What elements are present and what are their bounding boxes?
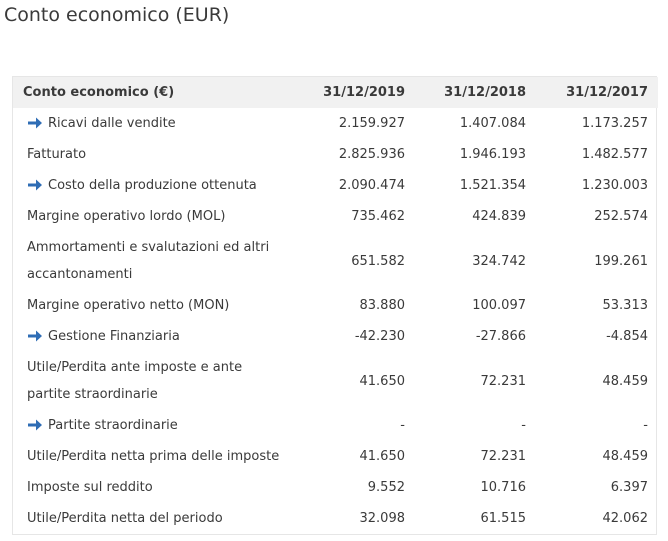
header-year: 31/12/2018 xyxy=(444,85,526,100)
row-label: Margine operativo lordo (MOL) xyxy=(27,209,226,224)
table-row xyxy=(13,290,658,321)
row-label-cell[interactable] xyxy=(13,321,285,352)
row-label: Ammortamenti e svalutazioni ed altri accantonamenti xyxy=(27,240,270,282)
row-value: 72.231 xyxy=(480,449,526,464)
row-value: 1.407.084 xyxy=(459,116,526,131)
income-statement-table xyxy=(12,76,657,535)
row-value: 10.716 xyxy=(480,480,526,495)
row-value: 199.261 xyxy=(594,253,648,269)
table-row[interactable] xyxy=(13,108,658,139)
row-value: 2.825.936 xyxy=(338,147,405,162)
row-value: - xyxy=(400,418,405,433)
table-header-row xyxy=(13,77,658,108)
row-value: 252.574 xyxy=(594,209,648,224)
row-value: 72.231 xyxy=(480,373,526,389)
arrow-right-icon[interactable] xyxy=(27,418,43,432)
row-value: 324.742 xyxy=(472,253,526,269)
arrow-right-icon[interactable] xyxy=(27,116,43,130)
table-row xyxy=(13,352,658,410)
table-row xyxy=(13,201,658,232)
row-value: 1.521.354 xyxy=(459,178,526,193)
table-row[interactable] xyxy=(13,321,658,352)
row-value: 83.880 xyxy=(359,298,405,313)
header-year: 31/12/2019 xyxy=(323,85,405,100)
row-value: 1.482.577 xyxy=(581,147,648,162)
row-value: 9.552 xyxy=(367,480,405,495)
row-value: 735.462 xyxy=(351,209,405,224)
arrow-right-icon[interactable] xyxy=(27,178,43,192)
row-label: Fatturato xyxy=(27,147,87,162)
row-value: 53.313 xyxy=(602,298,648,313)
row-value: 32.098 xyxy=(359,511,405,526)
row-value: 1.946.193 xyxy=(459,147,526,162)
row-value: 100.097 xyxy=(472,298,526,313)
row-label-cell[interactable] xyxy=(13,170,285,201)
row-label: Utile/Perdita netta del periodo xyxy=(27,511,223,526)
row-value: 6.397 xyxy=(610,480,648,495)
row-value: -27.866 xyxy=(475,329,526,344)
row-label: Utile/Perdita netta prima delle imposte xyxy=(27,449,280,464)
row-label: Costo della produzione ottenuta xyxy=(48,178,257,193)
row-label: Partite straordinarie xyxy=(48,418,178,433)
row-value: 1.173.257 xyxy=(581,116,648,131)
row-label: Gestione Finanziaria xyxy=(48,329,180,344)
row-value: - xyxy=(521,418,526,433)
header-label: Conto economico (€) xyxy=(23,85,175,100)
row-value: 2.159.927 xyxy=(338,116,405,131)
row-value: - xyxy=(643,418,648,433)
row-value: 1.230.003 xyxy=(581,178,648,193)
table-row xyxy=(13,503,658,534)
row-label-cell[interactable] xyxy=(13,108,285,139)
table-row xyxy=(13,139,658,170)
table-row[interactable] xyxy=(13,170,658,201)
row-value: 41.650 xyxy=(359,449,405,464)
row-label: Imposte sul reddito xyxy=(27,480,153,495)
row-label: Margine operativo netto (MON) xyxy=(27,298,230,313)
row-value: 424.839 xyxy=(472,209,526,224)
arrow-right-icon[interactable] xyxy=(27,329,43,343)
row-value: 42.062 xyxy=(602,511,648,526)
row-value: 48.459 xyxy=(602,449,648,464)
row-value: 651.582 xyxy=(351,253,405,269)
row-value: -42.230 xyxy=(354,329,405,344)
row-value: 41.650 xyxy=(359,373,405,389)
row-label-cell[interactable] xyxy=(13,410,285,441)
table-row xyxy=(13,472,658,503)
header-year: 31/12/2017 xyxy=(566,85,648,100)
row-value: -4.854 xyxy=(606,329,648,344)
row-value: 61.515 xyxy=(480,511,526,526)
row-label: Ricavi dalle vendite xyxy=(48,116,176,131)
table-row xyxy=(13,232,658,290)
page-title: Conto economico (EUR) xyxy=(4,4,230,26)
row-value: 48.459 xyxy=(602,373,648,389)
table-row[interactable] xyxy=(13,410,658,441)
row-value: 2.090.474 xyxy=(338,178,405,193)
row-label: Utile/Perdita ante imposte e ante partite straordinarie xyxy=(27,360,243,402)
table-row xyxy=(13,441,658,472)
